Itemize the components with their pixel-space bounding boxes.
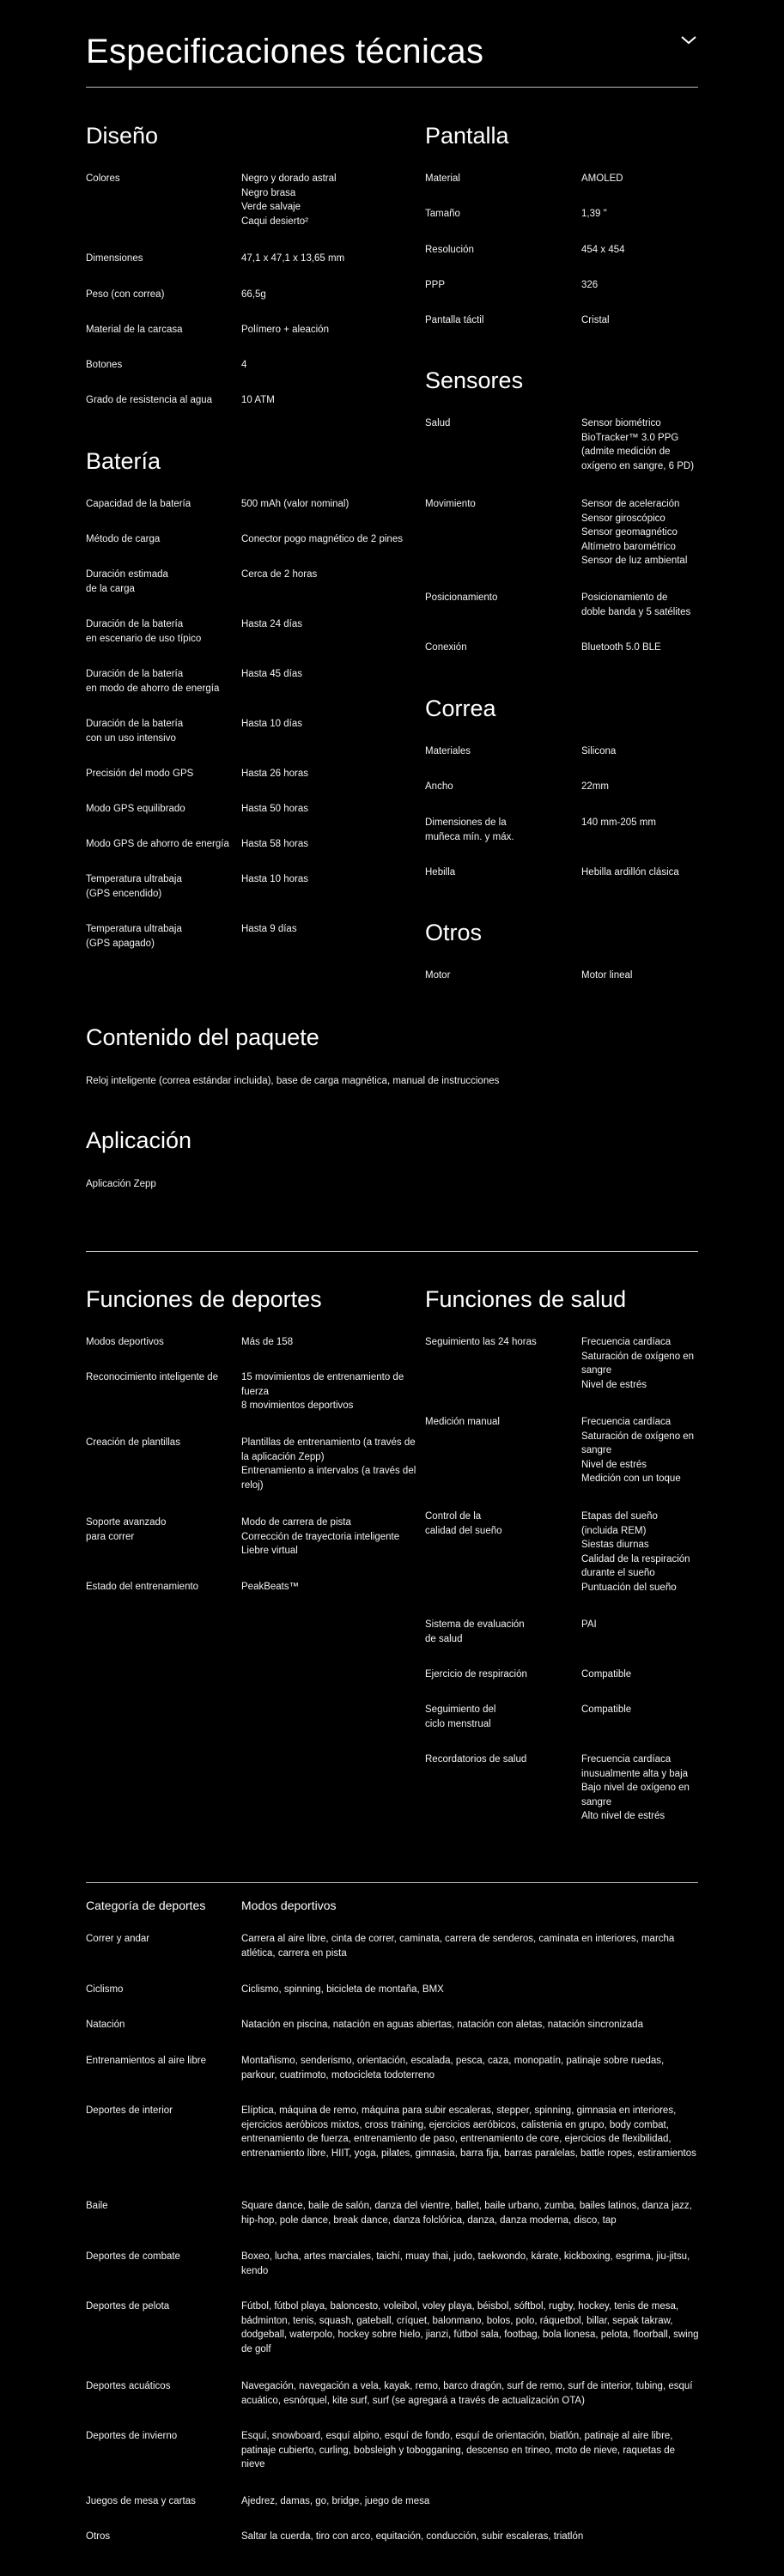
- table-row-label: Deportes acuáticos: [86, 2381, 171, 2391]
- spec-label: Soporte avanzado para correr: [86, 1517, 167, 1542]
- spec-label: Material: [425, 173, 460, 184]
- spec-value: 4: [241, 360, 247, 370]
- spec-label: Pantalla táctil: [425, 315, 484, 325]
- spec-value: 1,39 ": [581, 209, 607, 219]
- spec-value: Sensor biométrico BioTracker™ 3.0 PPG (admite medición de oxígeno en sangre, 6 PD): [581, 418, 695, 471]
- package-contents: Reloj inteligente (correa estándar incluida), base de carga magnética, manual de instrucciones: [86, 1076, 500, 1086]
- spec-value: Hebilla ardillón clásica: [581, 867, 679, 878]
- table-row-value: Ciclismo, spinning, bicicleta de montaña, BMX: [241, 1984, 444, 1995]
- spec-value: Cerca de 2 horas: [241, 569, 318, 580]
- table-row-label: Deportes de interior: [86, 2105, 173, 2116]
- section-heading-app: Aplicación: [86, 1127, 192, 1153]
- spec-label: Movimiento: [425, 499, 476, 509]
- spec-value: Bluetooth 5.0 BLE: [581, 642, 661, 653]
- spec-label: Recordatorios de salud: [425, 1754, 527, 1765]
- table-row-value: Square dance, baile de salón, danza del vientre, ballet, baile urbano, zumba, bailes latinos, danza jazz, hip-hop, pole dance, break dance, danza folclórica, danza, danza moderna, disco, tap: [241, 2201, 692, 2226]
- spec-label: Peso (con correa): [86, 289, 165, 300]
- spec-value: 326: [581, 280, 599, 290]
- section-heading-sensors: Sensores: [425, 368, 524, 393]
- table-row-label: Deportes de invierno: [86, 2431, 178, 2441]
- spec-label: Creación de plantillas: [86, 1437, 180, 1448]
- spec-value: 500 mAh (valor nominal): [241, 499, 349, 509]
- app-name: Aplicación Zepp: [86, 1179, 156, 1189]
- table-row-value: Ajedrez, damas, go, bridge, juego de mesa: [241, 2496, 430, 2506]
- title-divider: [86, 87, 698, 88]
- spec-value: Frecuencia cardíaca Saturación de oxígeno en sangre Nivel de estrés: [581, 1337, 695, 1390]
- spec-label: Sistema de evaluación de salud: [425, 1619, 525, 1644]
- spec-value: 66,5g: [241, 289, 266, 300]
- spec-value: Sensor de aceleración Sensor giroscópico Sensor geomagnético Altímetro barométrico Sensor de luz ambiental: [581, 499, 688, 566]
- spec-value: Etapas del sueño (incluida REM) Siestas diurnas Calidad de la respiración durante el sueño Puntuación del sueño: [581, 1511, 690, 1593]
- spec-label: Salud: [425, 418, 451, 428]
- table-row-value: Esquí, snowboard, esquí alpino, esquí de fondo, esquí de orientación, biatlón, patinaje al aire libre, patinaje cubierto, curling, bobsleigh y tobogganing, descenso en trineo, moto de nieve, raquetas de nieve: [241, 2431, 676, 2470]
- spec-value: Silicona: [581, 746, 617, 756]
- spec-value: Plantillas de entrenamiento (a través de la aplicación Zepp) Entrenamiento a intervalos (a través del reloj): [241, 1437, 416, 1491]
- spec-label: Seguimiento del ciclo menstrual: [425, 1704, 496, 1729]
- section-heading-sports: Funciones de deportes: [86, 1286, 322, 1312]
- spec-value: Hasta 24 días: [241, 619, 302, 629]
- spec-label: Ejercicio de respiración: [425, 1669, 527, 1680]
- spec-label: Temperatura ultrabaja (GPS apagado): [86, 924, 182, 949]
- spec-value: PeakBeats™: [241, 1582, 300, 1592]
- spec-label: Duración de la batería en modo de ahorro de energía: [86, 669, 220, 694]
- table-row-label: Otros: [86, 2531, 111, 2542]
- table-row-value: Boxeo, lucha, artes marciales, taichí, muay thai, judo, taekwondo, kárate, kickboxing, esgrima, jiu-jitsu, kendo: [241, 2251, 690, 2276]
- spec-value: 22mm: [581, 781, 609, 792]
- spec-label: Resolución: [425, 245, 474, 255]
- spec-label: Control de la calidad del sueño: [425, 1511, 502, 1536]
- spec-value: Frecuencia cardíaca inusualmente alta y baja Bajo nivel de oxígeno en sangre Alto nivel de estrés: [581, 1754, 690, 1821]
- spec-value: Polímero + aleación: [241, 325, 329, 335]
- spec-label: Modo GPS equilibrado: [86, 804, 185, 814]
- spec-value: PAI: [581, 1619, 597, 1630]
- spec-value: Frecuencia cardíaca Saturación de oxígeno en sangre Nivel de estrés Medición con un toque: [581, 1417, 695, 1484]
- spec-value: Compatible: [581, 1704, 632, 1715]
- spec-label: Reconocimiento inteligente de: [86, 1372, 219, 1382]
- spec-label: Grado de resistencia al agua: [86, 395, 213, 405]
- spec-label: Materiales: [425, 746, 471, 756]
- spec-label: Dimensiones: [86, 253, 143, 264]
- section-heading-health: Funciones de salud: [425, 1286, 627, 1312]
- section-divider: [86, 1251, 698, 1252]
- spec-label: Botones: [86, 360, 123, 370]
- spec-label: Dimensiones de la muñeca mín. y máx.: [425, 817, 514, 842]
- spec-value: 140 mm-205 mm: [581, 817, 656, 828]
- spec-label: Temperatura ultrabaja (GPS encendido): [86, 874, 182, 899]
- section-heading-display: Pantalla: [425, 123, 509, 149]
- table-row-value: Carrera al aire libre, cinta de correr, caminata, carrera de senderos, caminata en interiores, marcha atlética, carrera en pista: [241, 1934, 675, 1959]
- table-row-label: Ciclismo: [86, 1984, 124, 1995]
- spec-label: Tamaño: [425, 209, 460, 219]
- table-row-label: Correr y andar: [86, 1934, 150, 1944]
- spec-label: Modos deportivos: [86, 1337, 164, 1347]
- spec-value: Hasta 58 horas: [241, 839, 308, 849]
- spec-label: Duración estimada de la carga: [86, 569, 168, 594]
- section-heading-design: Diseño: [86, 123, 159, 149]
- spec-label: Colores: [86, 173, 120, 184]
- spec-value: Conector pogo magnético de 2 pines: [241, 534, 403, 544]
- spec-value: Hasta 50 horas: [241, 804, 308, 814]
- spec-label: Estado del entrenamiento: [86, 1582, 199, 1592]
- spec-value: Compatible: [581, 1669, 632, 1680]
- table-row-label: Deportes de pelota: [86, 2301, 170, 2312]
- spec-value: Negro y dorado astral Negro brasa Verde salvaje Caqui desierto²: [241, 173, 337, 227]
- table-row-value: Elíptica, máquina de remo, máquina para subir escaleras, stepper, spinning, gimnasia en interiores, ejercicios aeróbicos mixtos, cross training, ejercicios aeróbicos, calistenia en grupo, body combat, entrenamiento de fuerza, entrenamiento de paso, entrenamiento de core, ejercicios de flexibilidad, entrenamiento libre, HIIT, yoga, pilates, gimnasia, barra fija, barras paralelas, battle ropes, estiramientos: [241, 2105, 696, 2159]
- spec-label: Precisión del modo GPS: [86, 769, 194, 779]
- table-row-label: Natación: [86, 2020, 125, 2030]
- section-heading-battery: Batería: [86, 448, 161, 474]
- spec-label: Capacidad de la batería: [86, 499, 191, 509]
- spec-label: Modo GPS de ahorro de energía: [86, 839, 229, 849]
- table-row-label: Deportes de combate: [86, 2251, 180, 2262]
- table-row-label: Juegos de mesa y cartas: [86, 2496, 196, 2506]
- spec-label: PPP: [425, 280, 446, 290]
- specs-page: [86, 0, 698, 2576]
- table-row-value: Montañismo, senderismo, orientación, escalada, pesca, caza, monopatín, patinaje sobre ruedas, parkour, cuatrimoto, motocicleta todoterreno: [241, 2056, 665, 2081]
- spec-label: Posicionamiento: [425, 592, 498, 603]
- spec-label: Duración de la batería en escenario de uso típico: [86, 619, 202, 644]
- section-divider: [86, 1882, 698, 1883]
- section-heading-strap: Correa: [425, 696, 496, 721]
- table-row-value: Saltar la cuerda, tiro con arco, equitación, conducción, subir escaleras, triatlón: [241, 2531, 584, 2542]
- table-row-value: Navegación, navegación a vela, kayak, remo, barco dragón, surf de remo, surf de interior, tubing, esquí acuático, esnórquel, kite surf, surf (se agregará a través de actualización OTA): [241, 2381, 693, 2406]
- chevron-down-icon[interactable]: [679, 33, 698, 48]
- table-row-label: Baile: [86, 2201, 108, 2211]
- table-row-value: Fútbol, fútbol playa, baloncesto, voleibol, voley playa, béisbol, sóftbol, rugby, hockey, tenis de mesa, bádminton, tenis, squash, gateball, críquet, balonmano, bolos, polo, ráquetbol, billar, sepak takraw, dodgeball, waterpolo, hockey sobre hielo, jianzi, fútbol sala, footbag, bola lionesa, pelota, floorball, swing de golf: [241, 2301, 699, 2354]
- table-row-value: Natación en piscina, natación en aguas abiertas, natación con aletas, natación sincronizada: [241, 2020, 643, 2030]
- table-row-label: Entrenamientos al aire libre: [86, 2056, 206, 2066]
- spec-label: Duración de la batería con un uso intensivo: [86, 719, 184, 744]
- spec-value: Posicionamiento de doble banda y 5 satélites: [581, 592, 691, 617]
- spec-value: 454 x 454: [581, 245, 625, 255]
- spec-value: Modo de carrera de pista Corrección de trayectoria inteligente Liebre virtual: [241, 1517, 400, 1556]
- section-heading-others: Otros: [425, 920, 483, 945]
- spec-value: Hasta 10 horas: [241, 874, 308, 884]
- spec-label: Medición manual: [425, 1417, 500, 1427]
- spec-label: Motor: [425, 970, 451, 981]
- spec-value: Motor lineal: [581, 970, 633, 981]
- spec-label: Seguimiento las 24 horas: [425, 1337, 537, 1347]
- spec-value: AMOLED: [581, 173, 623, 184]
- spec-value: Cristal: [581, 315, 610, 325]
- spec-value: 47,1 x 47,1 x 13,65 mm: [241, 253, 345, 264]
- spec-label: Ancho: [425, 781, 453, 792]
- spec-value: Más de 158: [241, 1337, 294, 1347]
- spec-label: Material de la carcasa: [86, 325, 183, 335]
- table-header-modes: Modos deportivos: [241, 1899, 337, 1912]
- spec-value: Hasta 45 días: [241, 669, 302, 679]
- table-header-category: Categoría de deportes: [86, 1899, 206, 1912]
- spec-label: Método de carga: [86, 534, 161, 544]
- spec-label: Conexión: [425, 642, 467, 653]
- spec-value: 10 ATM: [241, 395, 275, 405]
- spec-value: Hasta 9 días: [241, 924, 297, 934]
- spec-label: Hebilla: [425, 867, 456, 878]
- spec-value: Hasta 10 días: [241, 719, 302, 729]
- spec-value: Hasta 26 horas: [241, 769, 308, 779]
- page-title: Especificaciones técnicas: [86, 33, 484, 70]
- section-heading-package: Contenido del paquete: [86, 1024, 319, 1050]
- spec-value: 15 movimientos de entrenamiento de fuerza 8 movimientos deportivos: [241, 1372, 404, 1411]
